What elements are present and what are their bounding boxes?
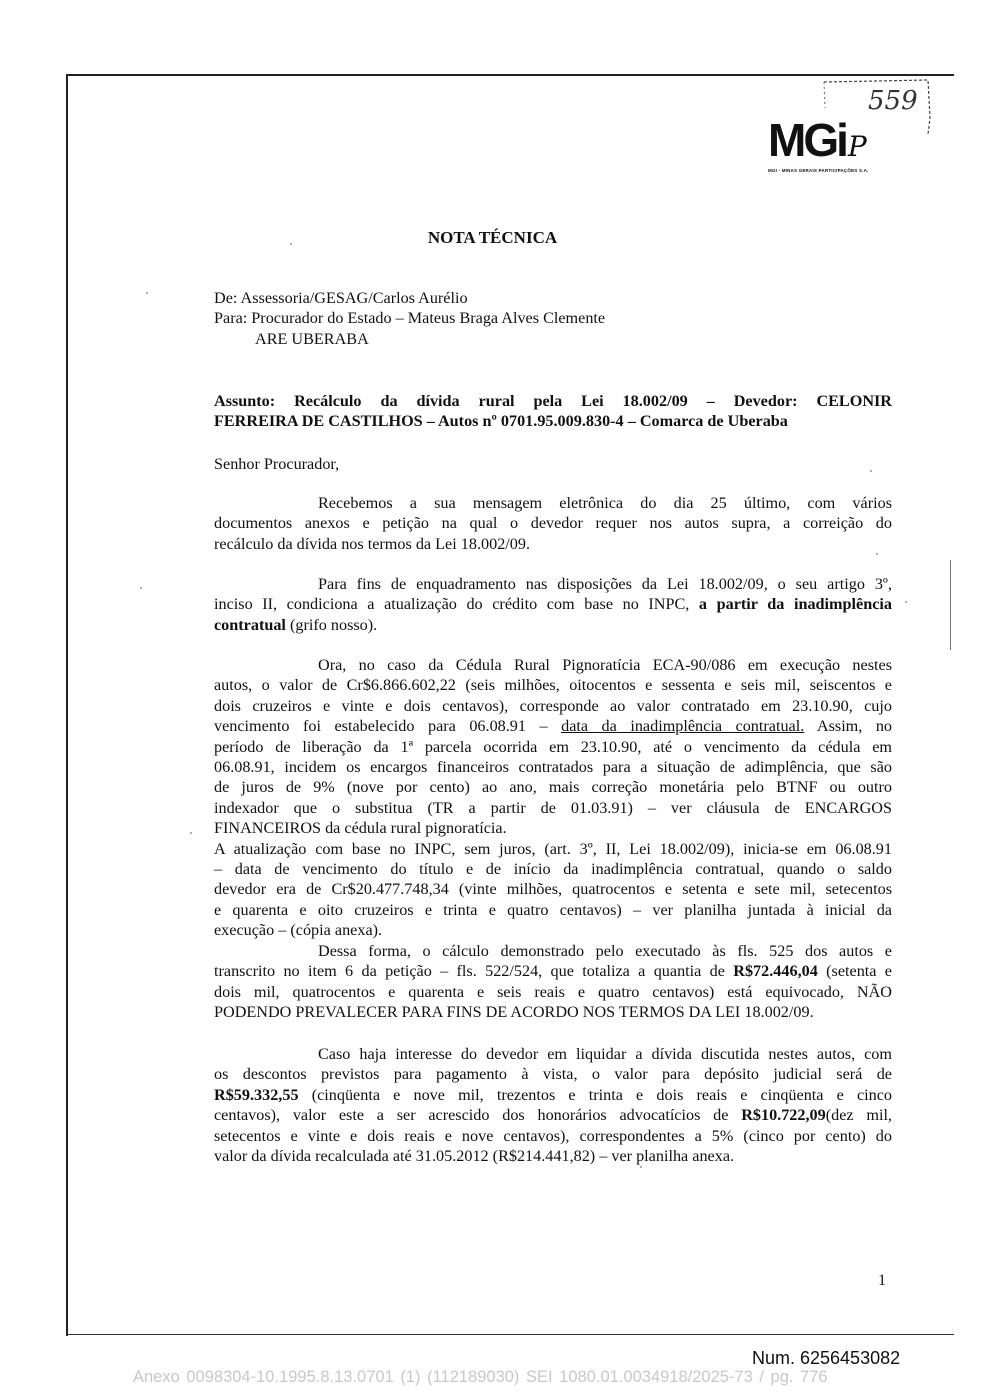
emphasis: a partir da inadimplência [698,595,892,614]
p3-line: 06.08.91, incidem os encargos financeiros contratados para a situação de adimplência, que são [214,758,892,777]
p1-line: documentos anexos e petição na qual o devedor requer nos autos supra, a correição do [214,514,892,533]
p3-line: FINANCEIROS da cédula rural pignoratícia. [214,819,507,838]
greeting: Senhor Procurador, [214,455,340,473]
paragraph-2 [214,574,892,635]
p4-line: os descontos previstos para pagamento à vista, o valor para depósito judicial será de [214,1065,892,1084]
subject [214,391,892,432]
p3-line: PODENDO PREVALECER PARA FINS DE ACORDO NOS TERMOS DA LEI 18.002/09. [214,1002,814,1021]
paragraph-3 [214,655,892,1022]
initial-mark: P [847,130,867,163]
page-frame-left [66,74,68,1336]
p3-line: indexador que o substitua (TR a partir de 01.03.91) – ver cláusula de ENCARGOS [214,798,892,817]
from-line: De: Assessoria/GESAG/Carlos Aurélio [214,289,468,307]
p3-line: vencimento foi estabelecido para 06.08.91 – data da inadimplência contratual. Assim, no [214,717,893,736]
p3-line: e quarenta e oito cruzeiros e trinta e quatro centavos) – ver planilha juntada à inicial da [214,900,892,919]
emphasis: contratual [214,615,286,634]
page-frame-bottom [66,1334,954,1335]
logo-mark: MGiP [768,114,867,166]
p1-line: recálculo da dívida nos termos da Lei 18.002/09. [214,534,531,553]
document-number: Num. 6256453082 [752,1348,901,1368]
amount: R$10.722,09 [741,1106,826,1125]
paragraph-4 [214,1044,892,1166]
p2-line: contratual (grifo nosso). [214,615,378,634]
logo-tagline: MGI - MINAS GERAIS PARTICIPAÇÕES S.A. [768,168,869,173]
p3-line: autos, o valor de Cr$6.866.602,22 (seis milhões, oitocentos e sessenta e seis mil, seiscentos e [214,676,892,695]
p3-line: período de liberação da 1ª parcela ocorrida em 23.10.90, até o vencimento da cédula em [214,737,892,756]
p3-line: Dessa forma, o cálculo demonstrado pelo executado às fls. 525 dos autos e [318,941,892,960]
p4-line: centavos), valor este a ser acrescido dos honorários advocatícios de R$10.722,09(dez mil, [214,1106,892,1125]
amount: R$72.446,04 [733,962,818,981]
p4-line: Caso haja interesse do devedor em liquidar a dívida discutida nestes autos, com [318,1045,892,1063]
mgi-logo [768,114,898,173]
underlined-text: data da inadimplência contratual. [561,717,805,736]
page-number: 1 [878,1272,886,1289]
p3-line: execução – (cópia anexa). [214,921,383,940]
p2-line: Para fins de enquadramento nas disposições da Lei 18.002/09, o seu artigo 3º, [318,575,892,593]
page-frame-right [950,560,951,650]
p4-line: setecentos e vinte e dois reais e nove centavos), correspondentes a 5% (cinco por cento) do [214,1126,892,1145]
p3-line: A atualização com base no INPC, sem juros, (art. 3º, II, Lei 18.002/09), inicia-se em 06.08.91 [214,839,892,858]
to-line: Para: Procurador do Estado – Mateus Braga Alves Clemente [214,309,606,328]
p3-line: de juros de 9% (nove por cento) ao ano, mais correção monetária pelo BTNF ou outro [214,778,892,797]
p4-line: R$59.332,55 (cinqüenta e nove mil, trezentos e trinta e dois reais e cinqüenta e cinco [214,1085,892,1104]
page-frame-top [66,74,954,76]
p3-line: dois mil, quatrocentos e quarenta e seis reais e quatro centavos) está equivocado, NÃO [214,982,892,1001]
p4-line: valor da dívida recalculada até 31.05.2012 (R$214.441,82) – ver planilha anexa. [214,1147,735,1166]
p2-line: inciso II, condiciona a atualização do crédito com base no INPC, a partir da inadimplência [214,595,892,614]
subject-line-1: Assunto: Recálculo da dívida rural pela Lei 18.002/09 – Devedor: CELONIR [214,392,892,410]
folio-number: 559 [868,86,918,116]
p3-line: dois cruzeiros e vinte e dois centavos), corresponde ao valor contratado em 23.10.90, cujo [214,696,892,715]
p3-line: transcrito no item 6 da petição – fls. 522/524, que totaliza a quantia de R$72.446,04 (setenta e [214,962,892,981]
p3-line: Ora, no caso da Cédula Rural Pignoratícia ECA-90/086 em execução nestes [318,656,892,674]
amount: R$59.332,55 [214,1085,299,1104]
subject-line-2: FERREIRA DE CASTILHOS – Autos nº 0701.95.009.830-4 – Comarca de Uberaba [214,412,788,431]
to-line-2: ARE UBERABA [255,329,369,348]
p3-line: – data de vencimento do título e de início da inadimplência contratual, quando o saldo [214,860,892,879]
p1-line: Recebemos a sua mensagem eletrônica do dia 25 último, com vários [318,494,892,512]
document-title: NOTA TÉCNICA [427,228,558,247]
p3-line: devedor era de Cr$20.477.748,34 (vinte milhões, quatrocentos e setenta e sete mil, setecentos [214,880,892,899]
memo-header [214,288,714,349]
footer-reference: Anexo 0098304-10.1995.8.13.0701 (1) (112189030) SEI 1080.01.0034918/2025-73 / pg. 776 [133,1368,828,1386]
paragraph-1 [214,493,892,554]
